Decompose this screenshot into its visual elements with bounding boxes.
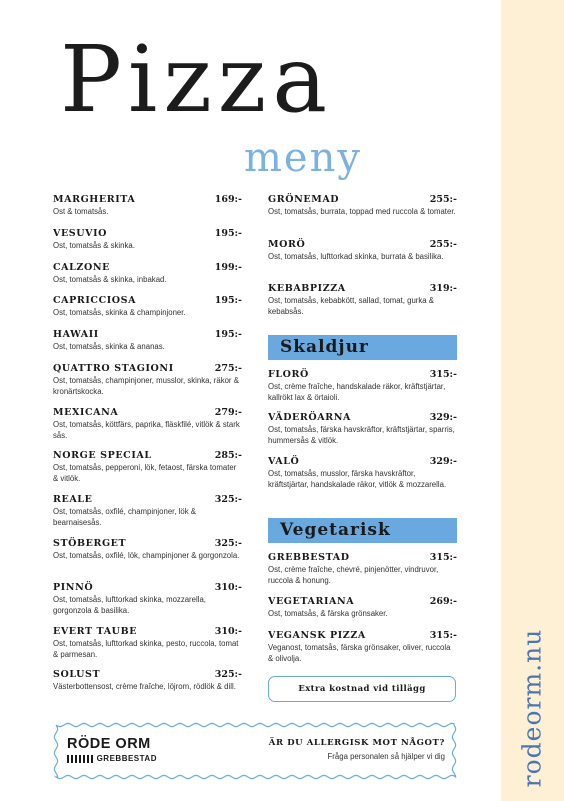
- item-name: VÄDERÖARNA: [268, 412, 351, 423]
- menu-item: [53, 329, 242, 353]
- logo-pattern: [67, 755, 93, 763]
- item-description: Ost, tomatsås, köttfärs, paprika, fläskfilé, vitlök & stark sås.: [53, 420, 240, 440]
- item-description: Västerbottensost, crème fraîche, löjrom, rödlök & dill.: [53, 682, 236, 691]
- item-description: Veganost, tomatsås, färska grönsaker, oliver, ruccola & olivolja.: [268, 643, 451, 663]
- item-description: Ost, tomatsås, skinka & ananas.: [53, 342, 165, 351]
- item-price: 319:-: [429, 283, 457, 294]
- item-price: 269:-: [429, 596, 457, 607]
- item-name: PINNÖ: [53, 582, 94, 593]
- menu-item: [268, 239, 457, 263]
- section-heading-skaldjur: Skaldjur: [268, 335, 457, 360]
- item-price: 315:-: [429, 552, 457, 563]
- item-description: Ost, tomatsås, champinjoner, musslor, skinka, räkor & kronärtskocka.: [53, 376, 239, 396]
- menu-item: [53, 262, 242, 286]
- section-heading-vegetarisk: Vegetarisk: [268, 518, 457, 543]
- item-description: Ost, tomatsås, lufttorkad skinka, burrata & basilika.: [268, 252, 444, 261]
- menu-item: [53, 626, 242, 660]
- item-price: 329:-: [429, 412, 457, 423]
- item-name: KEBABPIZZA: [268, 283, 346, 294]
- item-price: 325:-: [214, 669, 242, 680]
- allergy-notice: [269, 738, 445, 761]
- item-price: 195:-: [214, 295, 242, 306]
- item-description: Ost, tomatsås, musslor, färska havskräftor, kräftstjärtar, handskalade räkor, vitlök & mozzarella.: [268, 469, 447, 489]
- item-description: Ost, tomatsås & skinka.: [53, 241, 135, 250]
- item-price: 310:-: [214, 582, 242, 593]
- item-price: 315:-: [429, 630, 457, 641]
- menu-title: Pizza: [60, 26, 334, 133]
- item-price: 195:-: [214, 228, 242, 239]
- menu-item: [53, 228, 242, 252]
- item-price: 315:-: [429, 369, 457, 380]
- item-price: 195:-: [214, 329, 242, 340]
- item-name: CAPRICCIOSA: [53, 295, 137, 306]
- item-price: 199:-: [214, 262, 242, 273]
- item-description: Ost & tomatsås.: [53, 207, 109, 216]
- logo-sub: GREBBESTAD: [96, 754, 157, 763]
- menu-item: [268, 596, 457, 620]
- item-price: 255:-: [429, 239, 457, 250]
- item-name: MEXICANA: [53, 407, 119, 418]
- menu-item: [53, 582, 242, 616]
- item-description: Ost, tomatsås, färska havskräftor, kräftstjärtar, sparris, hummersås & vitlök.: [268, 425, 455, 445]
- item-name: MARGHERITA: [53, 194, 136, 205]
- menu-item: [268, 369, 457, 403]
- item-description: Ost, tomatsås, skinka & champinjoner.: [53, 308, 186, 317]
- item-name: FLORÖ: [268, 369, 309, 380]
- item-description: Ost, tomatsås, kebabkött, sallad, tomat, gurka & kebabsås.: [268, 296, 434, 316]
- item-price: 329:-: [429, 456, 457, 467]
- item-price: 325:-: [214, 494, 242, 505]
- item-name: CALZONE: [53, 262, 110, 273]
- item-description: Ost, tomatsås & skinka, inbakad.: [53, 275, 167, 284]
- menu-item: [268, 552, 457, 586]
- item-price: 279:-: [214, 407, 242, 418]
- item-name: GRÖNEMAD: [268, 194, 340, 205]
- website-label[interactable]: rodeorm.nu: [517, 628, 547, 787]
- menu-item: [53, 407, 242, 441]
- menu-item: [268, 283, 457, 317]
- menu-item: [268, 630, 457, 664]
- menu-item: [53, 194, 242, 218]
- menu-item: [268, 412, 457, 446]
- item-name: MORÖ: [268, 239, 306, 250]
- item-description: Ost, tomatsås, lufttorkad skinka, mozzarella, gorgonzola & basilika.: [53, 595, 206, 615]
- item-name: GREBBESTAD: [268, 552, 350, 563]
- item-description: Ost, tomatsås, & färska grönsaker.: [268, 609, 388, 618]
- allergy-question: ÄR DU ALLERGISK MOT NÅGOT?: [268, 738, 445, 748]
- logo: [67, 736, 157, 770]
- item-description: Ost, tomatsås, pepperoni, lök, fetaost, färska tomater & vitlök.: [53, 463, 237, 483]
- item-name: EVERT TAUBE: [53, 626, 138, 637]
- item-price: 255:-: [429, 194, 457, 205]
- item-description: Ost, crème fraîche, chevré, pinjenötter, vindruvor, ruccola & honung.: [268, 565, 439, 585]
- item-description: Ost, tomatsås, burrata, toppad med ruccola & tomater.: [268, 207, 456, 216]
- item-price: 310:-: [214, 626, 242, 637]
- item-price: 285:-: [214, 450, 242, 461]
- item-description: Ost, tomatsås, oxfilé, lök, champinjoner & gorgonzola.: [53, 551, 240, 560]
- menu-item: [53, 363, 242, 397]
- menu-item: [53, 538, 242, 562]
- logo-main: RÖDE ORM: [67, 736, 151, 752]
- item-description: Ost, tomatsås, oxfilé, champinjoner, lök & bearnaisesås.: [53, 507, 197, 527]
- item-price: 275:-: [214, 363, 242, 374]
- menu-item: [53, 669, 242, 693]
- menu-subtitle: meny: [244, 135, 362, 181]
- menu-item: [53, 450, 242, 484]
- item-name: VEGANSK PIZZA: [268, 630, 366, 641]
- item-description: Ost, crème fraîche, handskalade räkor, kräftstjärtar, kallrökt lax & örtaioli.: [268, 382, 446, 402]
- menu-item: [268, 194, 457, 218]
- item-name: VEGETARIANA: [268, 596, 355, 607]
- item-name: HAWAII: [53, 329, 99, 340]
- item-description: Ost, tomatsås, lufttorkad skinka, pesto, ruccola, tomat & parmesan.: [53, 639, 239, 659]
- menu-item: [268, 456, 457, 490]
- extra-cost-note: Extra kostnad vid tillägg: [268, 676, 456, 702]
- item-name: NORGE SPECIAL: [53, 450, 152, 461]
- item-name: SOLUST: [53, 669, 101, 680]
- allergy-answer: Fråga personalen så hjälper vi dig: [327, 752, 445, 761]
- item-price: 169:-: [214, 194, 242, 205]
- menu-item: [53, 494, 242, 528]
- item-name: QUATTRO STAGIONI: [53, 363, 174, 374]
- item-name: STÖBERGET: [53, 538, 127, 549]
- item-price: 325:-: [214, 538, 242, 549]
- item-name: VALÖ: [268, 456, 300, 467]
- menu-item: [53, 295, 242, 319]
- item-name: VESUVIO: [53, 228, 108, 239]
- item-name: REALE: [53, 494, 93, 505]
- footer-box: [53, 722, 457, 780]
